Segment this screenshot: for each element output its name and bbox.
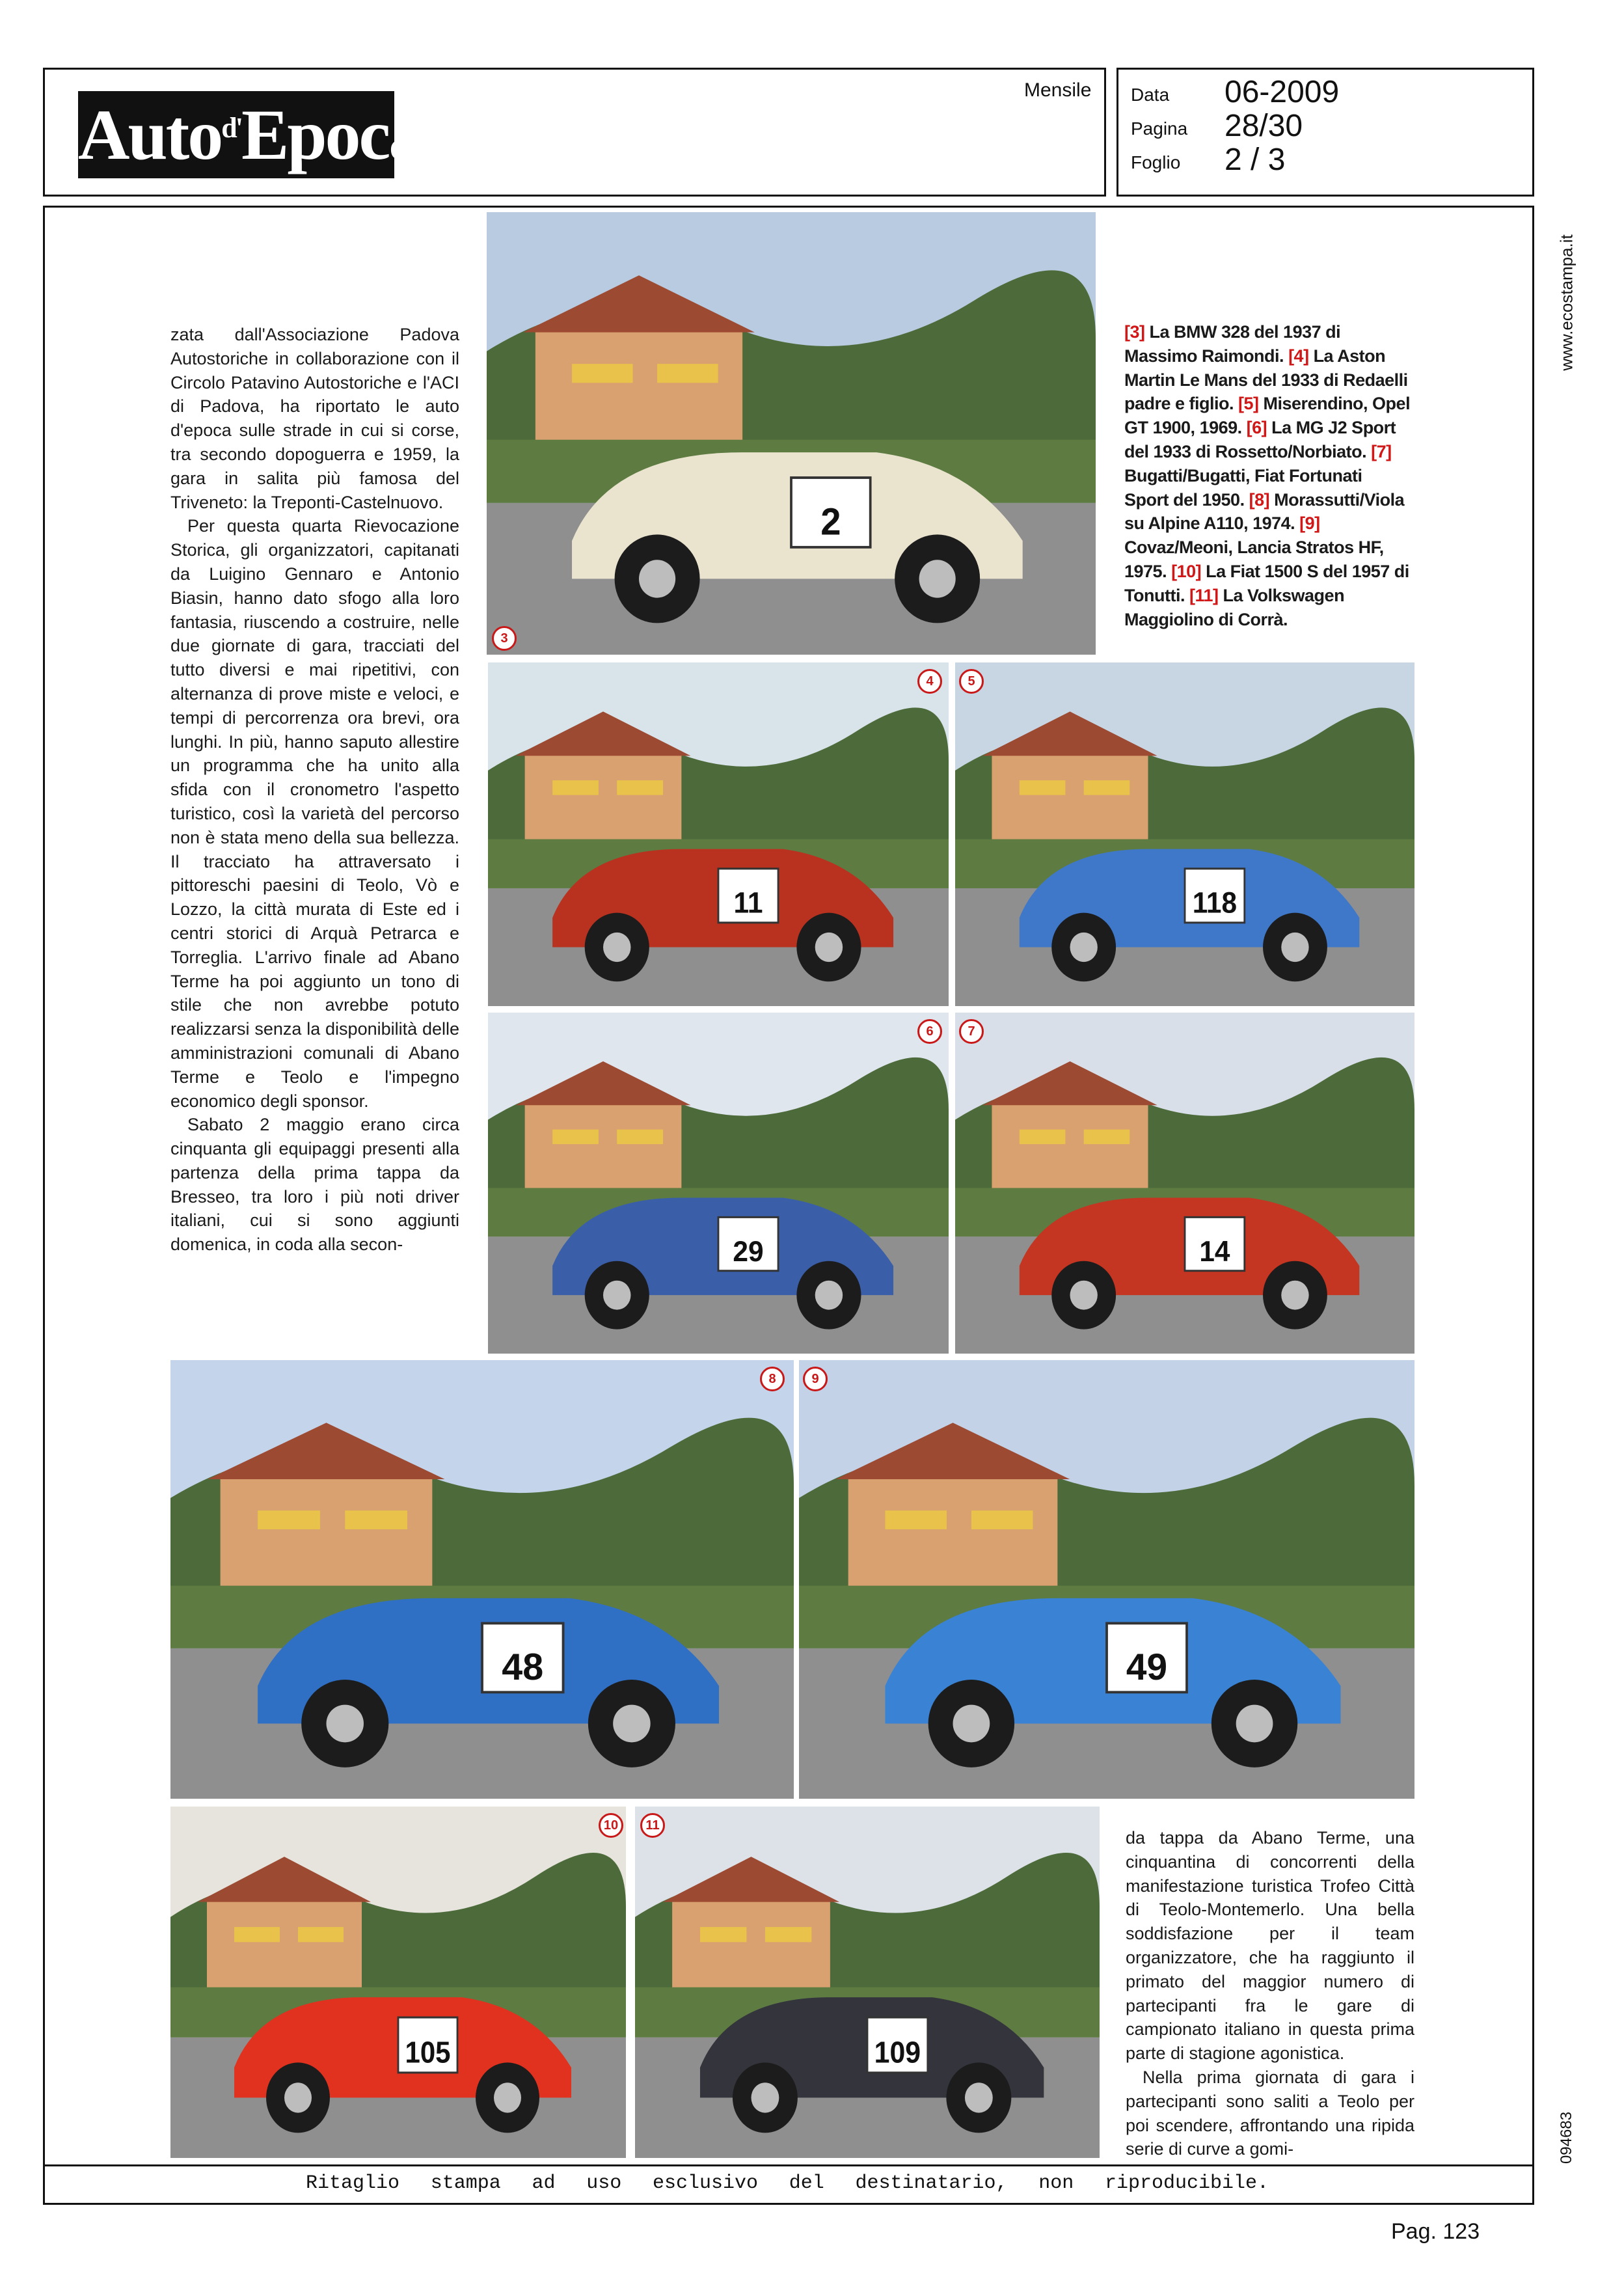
house (672, 1897, 830, 1997)
caption-text: Morassutti/Viola su Alpine A110, 1974. (1124, 489, 1405, 534)
pagina-value: 28/30 (1225, 109, 1303, 143)
house (848, 1473, 1058, 1598)
awning (234, 1927, 280, 1942)
caption-text: Miserendino, Opel GT 1900, 1969. (1124, 394, 1411, 438)
photo-9-lancia-stratos (799, 1360, 1414, 1799)
magazine-logo: Auto$^{d'}$Epoca (78, 91, 394, 178)
notice-word: esclusivo (652, 2172, 758, 2194)
article-paragraph: zata dall'Associazione Padova Autostoriche in collaborazione con il Circolo Patavino Autostoriche e l'ACI di Padova, ha riportato le auto d'epoca sulle strade in cui si corse, tra secondo dopoguerra e 1959, la gara in salita più famosa del Triveneto: la Treponti-Castelnuovo. (170, 325, 459, 512)
wheel-hub (1281, 1281, 1308, 1310)
wheel-hub (1070, 933, 1098, 962)
photo-11-vw-maggiolino (635, 1807, 1100, 2158)
awning (617, 780, 663, 795)
notice-word: del (789, 2172, 824, 2194)
notice-word: Ritaglio (306, 2172, 400, 2194)
photo-4-aston-martin (488, 662, 949, 1006)
photo-8-alpine-a110 (170, 1360, 794, 1799)
page-number: Pag. 123 (1391, 2219, 1480, 2244)
article-paragraph: Sabato 2 maggio erano circa cinquanta gli equipaggi presenti alla partenza della prima tappa da Bresseo, tra loro i più noti driver italiani, cui si sono aggiunti domenica, in coda alla secon- (170, 1115, 459, 1255)
photo-3-bmw-328 (487, 212, 1096, 655)
house (221, 1473, 433, 1598)
photo-caption (1124, 320, 1411, 631)
data-label: Data (1131, 85, 1170, 105)
awning (1084, 1130, 1130, 1144)
awning (345, 1510, 407, 1529)
wheel-hub (953, 1705, 990, 1743)
notice-word: stampa (430, 2172, 501, 2194)
photo-number-badge: 3 (492, 626, 517, 651)
caption-number: [6] (1246, 418, 1267, 438)
photo-5-opel-gt (955, 662, 1414, 1006)
wheel-hub (751, 2082, 779, 2112)
photo-6-mg-j2 (488, 1013, 949, 1354)
article-paragraph: Nella prima giornata di gara i partecipanti sono saliti a Teolo per poi scendere, affrontando una ripida serie di curve a gomi- (1126, 2067, 1414, 2159)
wheel-hub (919, 560, 956, 597)
caption-number: [8] (1249, 489, 1270, 510)
caption-number: [5] (1238, 394, 1259, 414)
photo-image (955, 1013, 1414, 1354)
photo-image (955, 662, 1414, 1006)
race-number: 2 (820, 500, 841, 543)
race-number: 14 (1199, 1235, 1230, 1268)
caption-number: [7] (1371, 441, 1392, 461)
notice-word: ad (532, 2172, 556, 2194)
house (525, 1100, 682, 1198)
caption-text: Bugatti/Bugatti, Fiat Fortunati Sport del 1950. (1124, 465, 1362, 510)
wheel-hub (1070, 1281, 1098, 1310)
notice-word: non (1038, 2172, 1074, 2194)
photo-number-badge: 4 (917, 669, 942, 694)
awning (552, 780, 599, 795)
photo-image (635, 1807, 1100, 2158)
photo-number-badge: 9 (803, 1367, 828, 1391)
race-number: 48 (502, 1646, 544, 1689)
reproduction-notice (306, 2172, 1269, 2194)
photo-number-badge: 6 (917, 1019, 942, 1044)
wheel-hub (815, 1281, 843, 1310)
photo-image (799, 1360, 1414, 1799)
frequency-label: Mensile (1024, 79, 1092, 101)
wheel-hub (603, 1281, 630, 1310)
wheel-hub (815, 933, 843, 962)
photo-image (488, 662, 949, 1006)
photo-number-badge: 10 (599, 1813, 623, 1838)
race-number: 109 (874, 2036, 921, 2069)
footer-rule (43, 2164, 1534, 2166)
photo-image (170, 1807, 626, 2158)
awning (765, 1927, 811, 1942)
notice-word: destinatario, (855, 2172, 1008, 2194)
awning (657, 364, 718, 383)
article-paragraph: da tappa da Abano Terme, una cinquantina di concorrenti della manifestazione turistica Trofeo Città di Teolo-Montemerlo. Una bella soddisfazione per il team organizzatore, che ha raggiunto il primato del maggior numero di partecipanti fra le gare di campionato italiano in questa prima parte di stagione agonistica. (1126, 1828, 1414, 2064)
wheel-hub (603, 933, 630, 962)
caption-number: [9] (1299, 513, 1320, 534)
caption-text: La BMW 328 del 1937 di Massimo Raimondi. (1124, 322, 1341, 366)
caption-text: La Volkswagen Maggiolino di Corrà. (1124, 585, 1345, 629)
wheel-hub (284, 2082, 312, 2112)
caption-number: [4] (1288, 346, 1309, 366)
caption-number: [3] (1124, 322, 1145, 342)
photo-number-badge: 7 (959, 1019, 984, 1044)
article-column-2 (1126, 1826, 1414, 2161)
foglio-label: Foglio (1131, 152, 1181, 172)
clipping-code: 094683 (1558, 2111, 1575, 2164)
foglio-value: 2 / 3 (1225, 143, 1286, 177)
caption-text: La Fiat 1500 S del 1957 di Tonutti. (1124, 561, 1409, 605)
photo-number-badge: 11 (640, 1813, 665, 1838)
awning (298, 1927, 344, 1942)
photo-number-badge: 5 (959, 669, 984, 694)
race-number: 49 (1126, 1646, 1168, 1689)
race-number: 29 (733, 1235, 764, 1268)
awning (1084, 780, 1130, 795)
source-url: www.ecostampa.it (1556, 234, 1577, 371)
photo-image (487, 212, 1096, 655)
caption-number: [10] (1171, 561, 1202, 581)
house (525, 751, 682, 849)
photo-10-fiat-1500s (170, 1807, 626, 2158)
photo-image (488, 1013, 949, 1354)
awning (572, 364, 633, 383)
awning (617, 1130, 663, 1144)
caption-number: [11] (1189, 585, 1219, 605)
awning (971, 1510, 1033, 1529)
pagina-label: Pagina (1131, 118, 1188, 139)
wheel-hub (494, 2082, 521, 2112)
wheel-hub (1236, 1705, 1273, 1743)
house (992, 751, 1148, 849)
house (992, 1100, 1148, 1198)
awning (552, 1130, 599, 1144)
wheel-hub (639, 560, 675, 597)
house (535, 326, 742, 452)
article-paragraph: Per questa quarta Rievocazione Storica, gli organizzatori, capitanati da Luigino Gennaro e Antonio Biasin, hanno dato sfogo alla loro fantasia, riuscendo a costruire, nelle due giornate di gara, tracciati del tutto diversi e mai ripetitivi, con alternanza di prove miste e veloci, e tempi di percorrenza ora brevi, ora lunghi. In più, hanno saputo allestire un programma che ha unito alla sfida con il cronometro l'aspetto turistico, così la varietà del percorso non è stata meno della sua bellezza. Il tracciato ha attraversato i pittoreschi paesini di Teolo, Vò e Lozzo, la città murata di Este ed i centri storici di Arquà Petrarca e Torreglia. L'arrivo finale ad Abano Terme ha poi aggiunto un tono di stile che non avrebbe potuto realizzarsi senza la disponibilità delle amministrazioni comunali di Abano Terme e Teolo e l'impegno economico degli sponsor. (170, 516, 459, 1111)
caption-text: La MG J2 Sport del 1933 di Rossetto/Norbiato. (1124, 418, 1396, 461)
notice-word: uso (586, 2172, 622, 2194)
data-value: 06-2009 (1225, 75, 1340, 109)
wheel-hub (1281, 933, 1308, 962)
awning (885, 1510, 947, 1529)
awning (1020, 1130, 1066, 1144)
article-column-1 (170, 323, 459, 1257)
photo-image (170, 1360, 794, 1799)
caption-text: Covaz/Meoni, Lancia Stratos HF, 1975. (1124, 538, 1384, 581)
notice-word: riproducibile. (1104, 2172, 1269, 2194)
race-number: 118 (1192, 886, 1238, 920)
awning (1020, 780, 1066, 795)
wheel-hub (965, 2082, 993, 2112)
awning (700, 1927, 746, 1942)
wheel-hub (613, 1705, 650, 1743)
house (207, 1897, 362, 1997)
race-number: 105 (405, 2036, 451, 2069)
photo-7-fiat-fortunati (955, 1013, 1414, 1354)
awning (258, 1510, 320, 1529)
photo-number-badge: 8 (760, 1367, 785, 1391)
wheel-hub (327, 1705, 364, 1743)
caption-text: La Aston Martin Le Mans del 1933 di Redaelli padre e figlio. (1124, 346, 1408, 414)
race-number: 11 (733, 886, 763, 920)
